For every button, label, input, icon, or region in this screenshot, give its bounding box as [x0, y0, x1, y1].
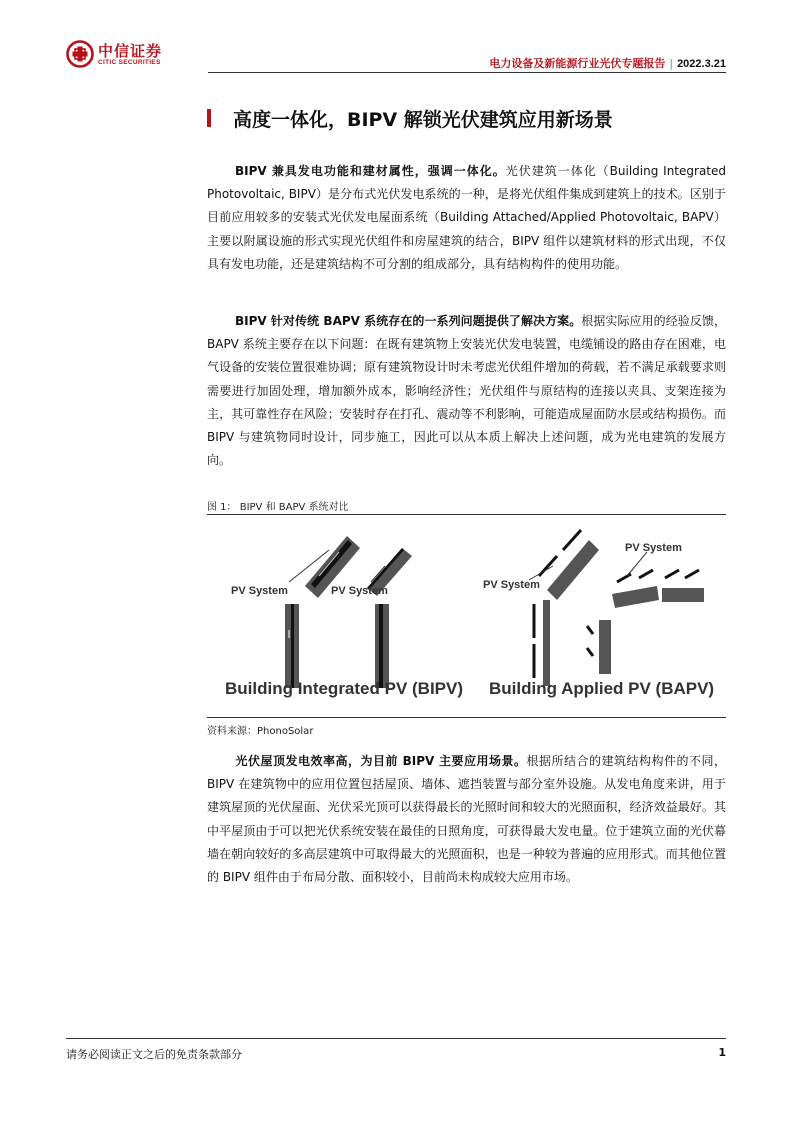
report-type: 电力设备及新能源行业光伏专题报告 [489, 57, 666, 70]
report-tag [489, 55, 726, 71]
footer-disclaimer: 请务必阅读正文之后的免责条款部分 [66, 1048, 242, 1061]
header-separator: | [669, 57, 674, 70]
bipv-wall-panel-2 [375, 604, 389, 688]
paragraph-2 [207, 310, 726, 472]
figure-caption: 图 1： BIPV 和 BAPV 系统对比 [207, 502, 349, 513]
paragraph-1-lead: BIPV 兼具发电功能和建材属性，强调一体化。 [235, 164, 506, 178]
paragraph-2-lead: BIPV 针对传统 BAPV 系统存在的一系列问题提供了解决方案。 [235, 314, 582, 328]
citic-logo [66, 38, 186, 74]
citic-logo-icon [66, 40, 94, 68]
bipv-bapv-figure [207, 518, 726, 714]
paragraph-3 [207, 750, 726, 889]
figure-source: 资料来源：PhonoSolar [207, 726, 314, 737]
bapv-wall [534, 600, 611, 686]
bipv-wall-panel [285, 604, 299, 688]
paragraph-2-body: 根据实际应用的经验反馈，BAPV 系统主要存在以下问题：在既有建筑物上安装光伏发电装置，电缆铺设的路由存在困难，电气设备的安装位置很难协调；原有建筑物设计时未考虑光伏组件增加的荷载，若不满足承载要求则需要进行加固处理，增加额外成本，影响经济性；光伏组件与原结构的连接以夹具、支架连接为主，其可靠性存在风险；安装时存在打孔、震动等不利影响，可能造成屋面防水层或结构损伤。而 BIPV 与建筑物同时设计，同步施工，因此可以从本质上解决上述问题，成为光电建筑的发展方向。 [207, 314, 726, 468]
bapv-flat-roof [612, 570, 704, 608]
bapv-pv-system-label-2: PV System [625, 542, 682, 554]
footer-divider [66, 1038, 726, 1039]
section-marker [207, 109, 211, 127]
paragraph-3-body: 根据所结合的建筑结构构件的不同，BIPV 在建筑物中的应用位置包括屋顶、墙体、遮挡装置与部分室外设施。从发电角度来讲，用于建筑屋顶的光伏屋面、光伏采光顶可以获得最长的光照时间和较大的光照面积，经济效益最好。其中平屋顶由于可以把光伏系统安装在最佳的日照角度，可获得最大发电量。位于建筑立面的光伏幕墙在朝向较好的多高层建筑中可取得最大的光照面积，也是一种较为普遍的应用形式。而其他位置的 BIPV 组件由于布局分散、面积较小，目前尚未构成较大应用市场。 [207, 754, 726, 885]
report-date: 2022.3.21 [677, 58, 726, 70]
header-divider [208, 72, 726, 73]
bipv-pv-system-label-2: PV System [331, 585, 388, 597]
section-heading [207, 103, 613, 133]
figure-bottom-rule [207, 717, 726, 718]
page-number: 1 [718, 1046, 726, 1059]
logo-english-name: CITIC SECURITIES [98, 59, 161, 66]
paragraph-1 [207, 160, 726, 276]
paragraph-3-lead: 光伏屋顶发电效率高，为目前 BIPV 主要应用场景。 [235, 754, 527, 768]
bipv-title: Building Integrated PV (BIPV) [225, 679, 464, 698]
bapv-pv-system-label: PV System [483, 579, 540, 591]
section-title: 高度一体化，BIPV 解锁光伏建筑应用新场景 [233, 108, 613, 131]
bapv-roof [539, 530, 599, 600]
bapv-title: Building Applied PV (BAPV) [489, 679, 715, 698]
paragraph-1-body: 光伏建筑一体化（Building Integrated Photovoltaic, BIPV）是分布式光伏发电系统的一种，是将光伏组件集成到建筑上的技术。区别于目前应用较多的安装式光伏发电屋面系统（Building Attached/Applied Photovoltaic, BAPV）主要以附属设施的形式实现光伏组件和房屋建筑的结合，BIPV 组件以建筑材料的形式出现，不仅具有发电功能，还是建筑结构不可分割的组成部分，具有结构构件的使用功能。 [207, 164, 727, 271]
figure-top-rule [207, 514, 726, 515]
logo-chinese-name: 中信证券 [98, 42, 163, 60]
bipv-pv-system-label: PV System [231, 585, 288, 597]
